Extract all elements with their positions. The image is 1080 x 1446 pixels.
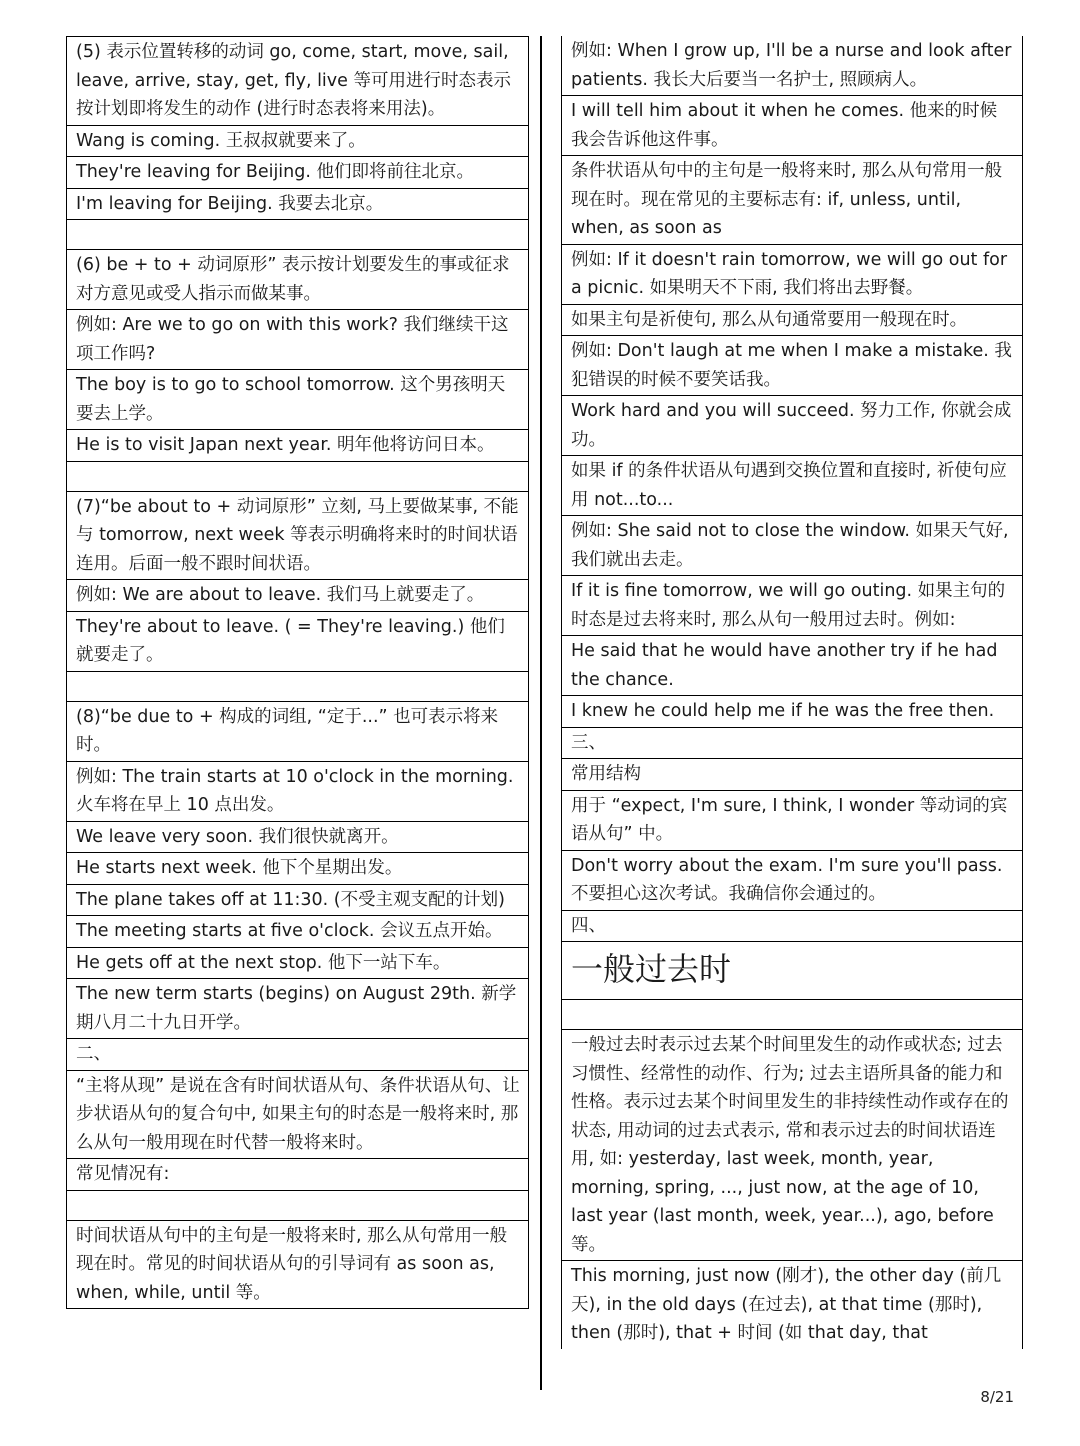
table-cell: (5) 表示位置转移的动词 go, come, start, move, sail, leave, arrive, stay, get, fly, live 等可用进行时态表示按计划即将发生的动作 (进行时态表将来用法)。 xyxy=(67,36,528,126)
left-column-table xyxy=(66,36,529,1309)
empty-cell xyxy=(67,672,528,702)
table-cell: I knew he could help me if he was the free then. xyxy=(562,696,1022,728)
section-number: 三、 xyxy=(562,728,1022,760)
table-cell: The meeting starts at five o'clock. 会议五点开始。 xyxy=(67,916,528,948)
table-cell: 常见情况有: xyxy=(67,1159,528,1191)
table-cell: He said that he would have another try if he had the chance. xyxy=(562,636,1022,696)
table-cell: 时间状语从句中的主句是一般将来时, 那么从句常用一般现在时。常见的时间状语从句的引导词有 as soon as, when, while, until 等。 xyxy=(67,1221,528,1310)
section-heading: 一般过去时 xyxy=(562,942,1022,1000)
table-cell: I'm leaving for Beijing. 我要去北京。 xyxy=(67,189,528,221)
empty-cell xyxy=(67,1191,528,1221)
table-cell: The new term starts (begins) on August 29th. 新学期八月二十九日开学。 xyxy=(67,979,528,1039)
table-cell: 例如: She said not to close the window. 如果天气好, 我们就出去走。 xyxy=(562,516,1022,576)
table-cell: 如果主句是祈使句, 那么从句通常要用一般现在时。 xyxy=(562,305,1022,337)
table-cell: (8)“be due to + 构成的词组, “定于...” 也可表示将来时。 xyxy=(67,702,528,762)
table-cell: 一般过去时表示过去某个时间里发生的动作或状态; 过去习惯性、经常性的动作、行为; 过去主语所具备的能力和性格。表示过去某个时间里发生的非持续性动作或存在的状态, 用动词的过去式表示, 常和表示过去的时间状语连用, 如: yesterday, last week, month, year, morning, spring, ..., just now, at the age of 10, last year (last month, week, year...), ago, before 等。 xyxy=(562,1030,1022,1261)
page-number: 8/21 xyxy=(980,1388,1014,1406)
table-cell: Don't worry about the exam. I'm sure you'll pass. 不要担心这次考试。我确信你会通过的。 xyxy=(562,851,1022,911)
table-cell: 常用结构 xyxy=(562,759,1022,791)
table-cell: We leave very soon. 我们很快就离开。 xyxy=(67,822,528,854)
table-cell: He starts next week. 他下个星期出发。 xyxy=(67,853,528,885)
table-cell: The plane takes off at 11:30. (不受主观支配的计划) xyxy=(67,885,528,917)
table-cell: Wang is coming. 王叔叔就要来了。 xyxy=(67,126,528,158)
table-cell: 条件状语从句中的主句是一般将来时, 那么从句常用一般现在时。现在常见的主要标志有: if, unless, until, when, as soon as xyxy=(562,156,1022,245)
right-column-table xyxy=(561,36,1023,1349)
empty-cell xyxy=(67,220,528,250)
table-cell: “主将从现” 是说在含有时间状语从句、条件状语从句、让步状语从句的复合句中, 如果主句的时态是一般将来时, 那么从句一般用现在时代替一般将来时。 xyxy=(67,1071,528,1160)
table-cell: 例如: The train starts at 10 o'clock in the morning. 火车将在早上 10 点出发。 xyxy=(67,762,528,822)
table-cell: He is to visit Japan next year. 明年他将访问日本。 xyxy=(67,430,528,462)
table-cell: He gets off at the next stop. 他下一站下车。 xyxy=(67,948,528,980)
table-cell: 用于 “expect, I'm sure, I think, I wonder 等动词的宾语从句” 中。 xyxy=(562,791,1022,851)
table-cell: (7)“be about to + 动词原形” 立刻, 马上要做某事, 不能与 tomorrow, next week 等表示明确将来时的时间状语连用。后面一般不跟时间状语。 xyxy=(67,492,528,581)
table-cell: 例如: When I grow up, I'll be a nurse and look after patients. 我长大后要当一名护士, 照顾病人。 xyxy=(562,36,1022,96)
section-number: 四、 xyxy=(562,911,1022,943)
table-cell: This morning, just now (刚才), the other day (前几天), in the old days (在过去), at that time (那时), then (那时), that + 时间 (如 that day, that xyxy=(571,1266,1002,1343)
empty-cell xyxy=(67,462,528,492)
table-cell: 例如: If it doesn't rain tomorrow, we will go out for a picnic. 如果明天不下雨, 我们将出去野餐。 xyxy=(562,245,1022,305)
empty-cell xyxy=(562,1000,1022,1030)
table-cell: They're leaving for Beijing. 他们即将前往北京。 xyxy=(67,157,528,189)
table-cell: The boy is to go to school tomorrow. 这个男孩明天要去上学。 xyxy=(67,370,528,430)
table-cell: 如果 if 的条件状语从句遇到交换位置和直接时, 祈使句应用 not...to... xyxy=(562,456,1022,516)
table-cell: I will tell him about it when he comes. 他来的时候我会告诉他这件事。 xyxy=(562,96,1022,156)
table-cell: If it is fine tomorrow, we will go outing. 如果主句的时态是过去将来时, 那么从句一般用过去时。例如: xyxy=(562,576,1022,636)
table-cell: 例如: We are about to leave. 我们马上就要走了。 xyxy=(67,580,528,612)
table-cell: They're about to leave. ( = They're leaving.) 他们就要走了。 xyxy=(67,612,528,672)
table-cell: (6) be + to + 动词原形” 表示按计划要发生的事或征求对方意见或受人指示而做某事。 xyxy=(67,250,528,310)
section-number: 二、 xyxy=(67,1039,528,1071)
table-cell: 例如: Are we to go on with this work? 我们继续干这项工作吗? xyxy=(67,310,528,370)
column-divider xyxy=(540,36,542,1390)
table-cell: Work hard and you will succeed. 努力工作, 你就会成功。 xyxy=(562,396,1022,456)
table-cell: 例如: Don't laugh at me when I make a mistake. 我犯错误的时候不要笑话我。 xyxy=(562,336,1022,396)
